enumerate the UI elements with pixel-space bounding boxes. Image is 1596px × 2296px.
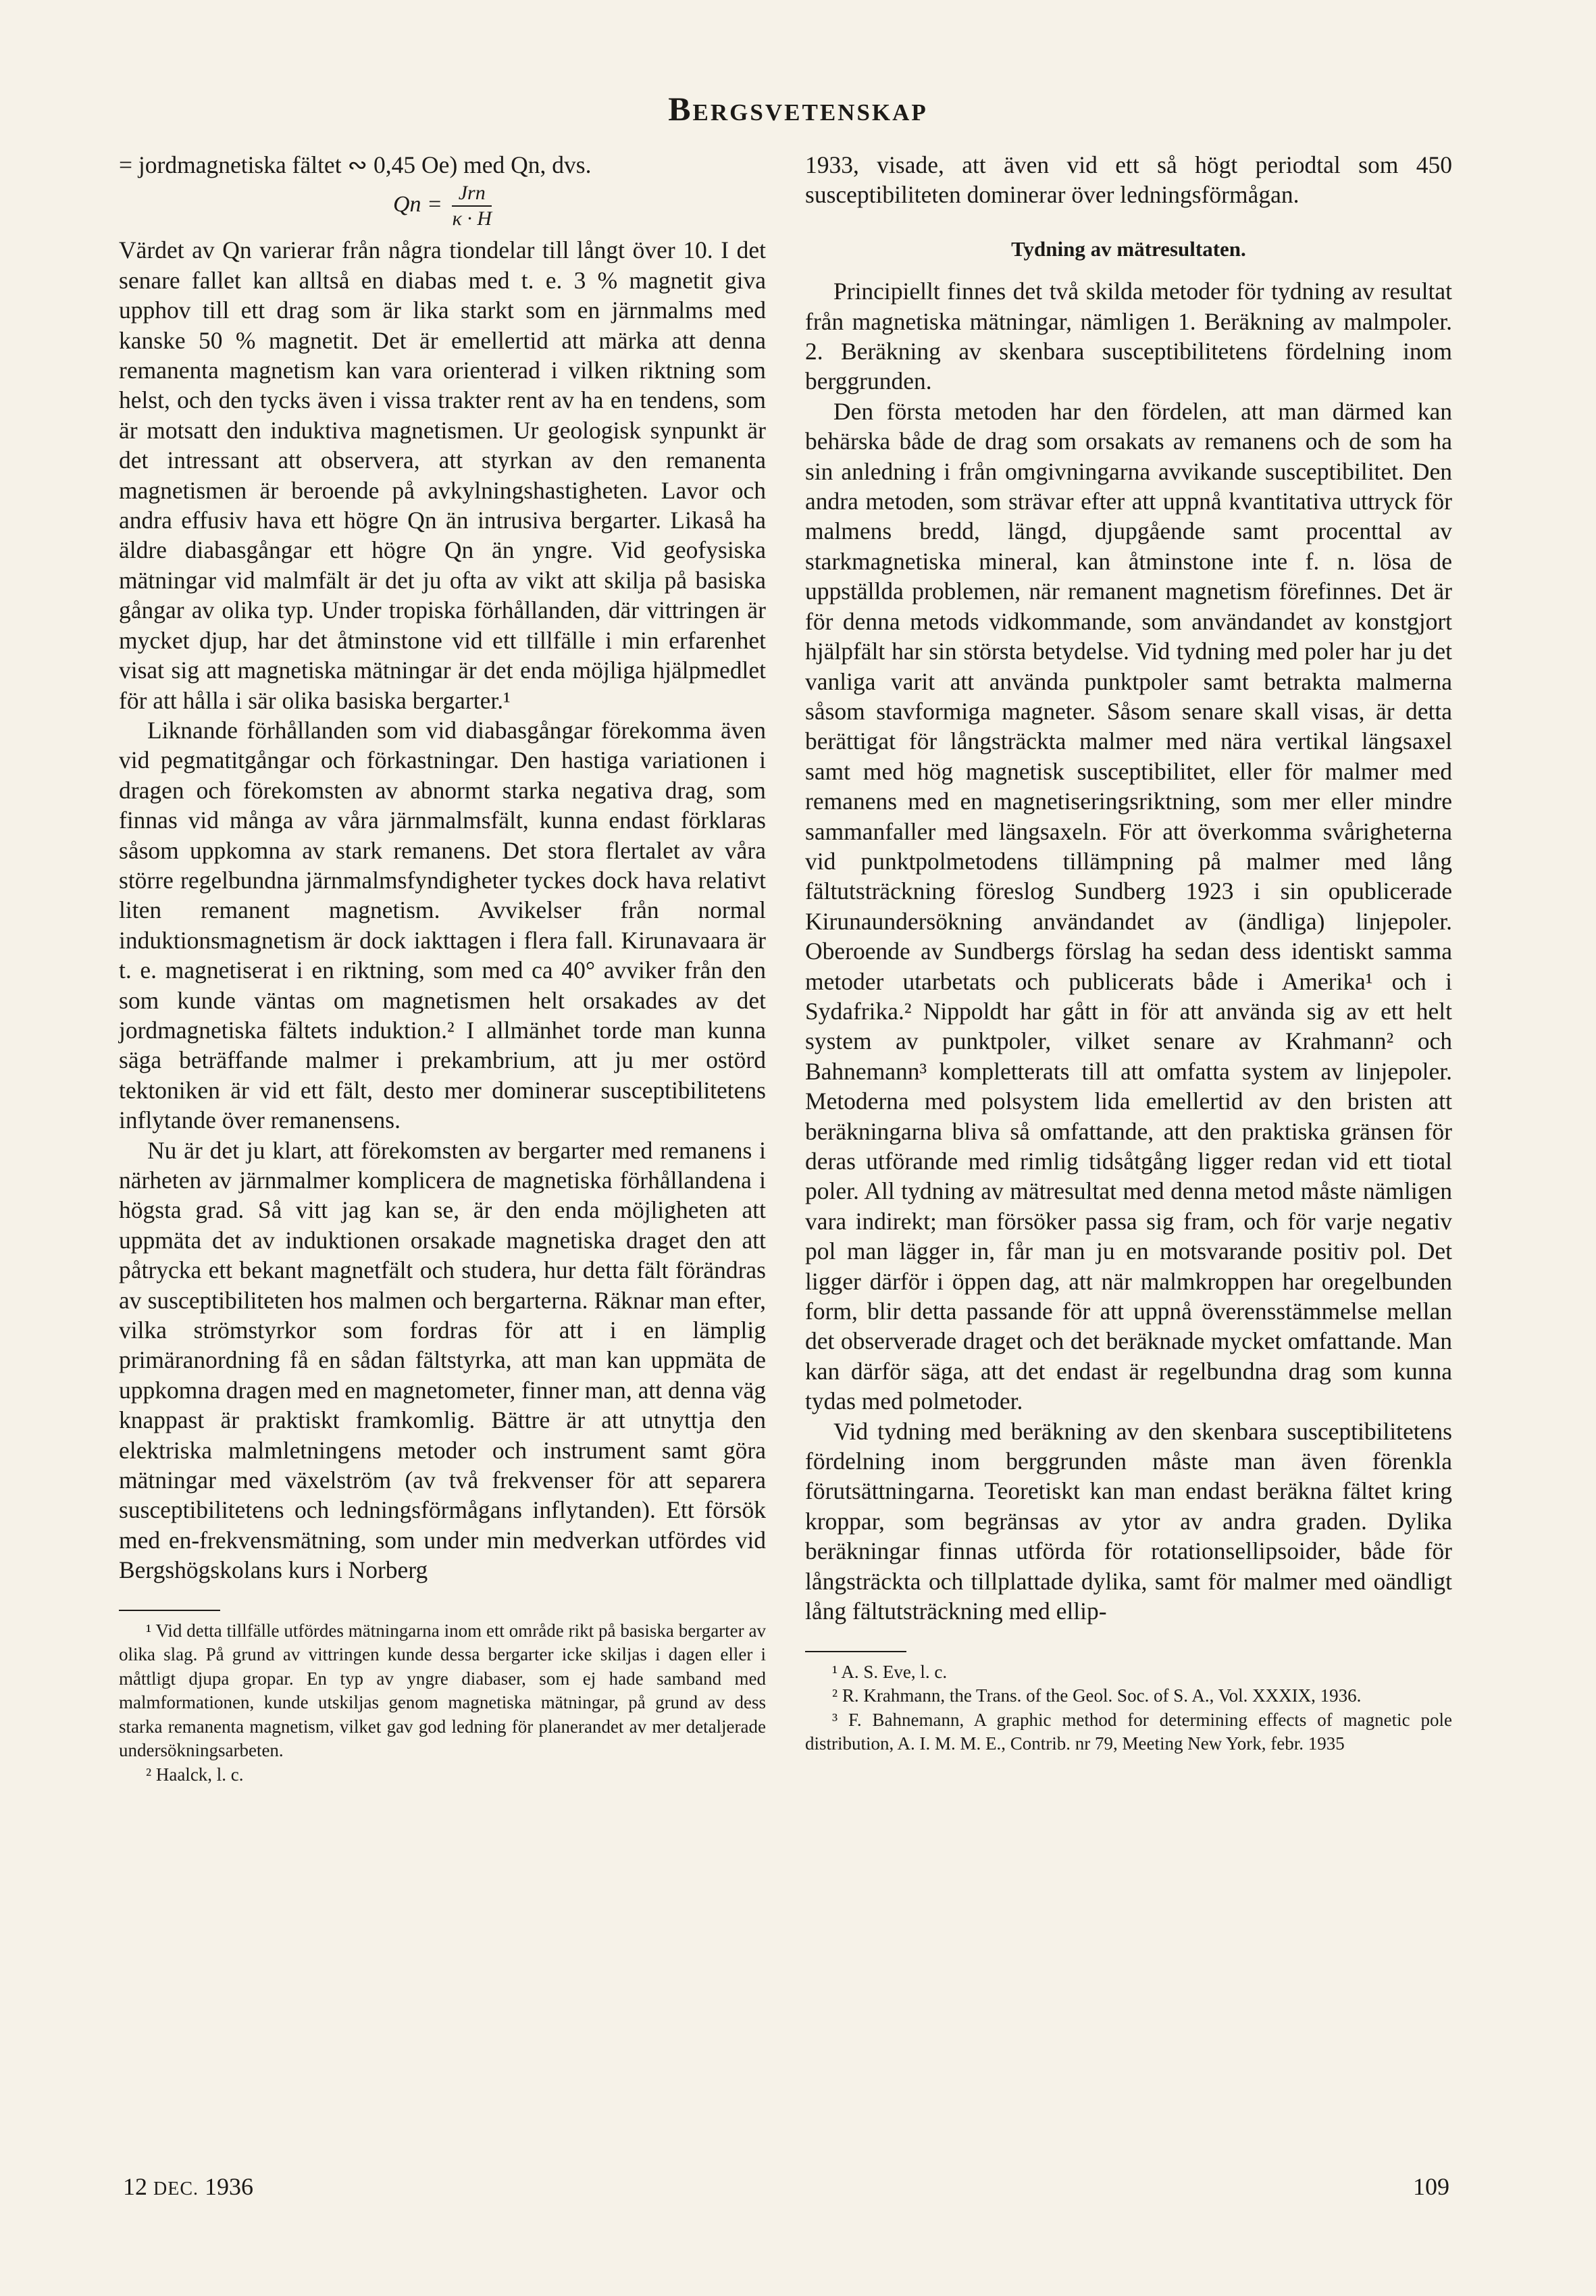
footnote: ¹ A. S. Eve, l. c. (832, 1661, 948, 1682)
footnotes (805, 1660, 1452, 1756)
footnote: ¹ Vid detta tillfälle utfördes mätningarna inom ett område rikt på basiska bergarter av olika slag. På grund av vittringen kunde dessa bergarter icke skiljas i dagen eller i måttligt djupa gropar. En typ av yngre diabaser, som ej hade samband med malmformationen, kunde utskiljas genom magnetiska mätningar, på grund av dess starka remanenta magnetism, vilket gav god ledning för planerandet av mer detaljerade undersökningsarbeten. (119, 1620, 766, 1761)
footnote: ² R. Krahmann, the Trans. of the Geol. Soc. of S. A., Vol. XXXIX, 1936. (832, 1685, 1362, 1706)
paragraph: Nu är det ju klart, att förekomsten av bergarter med remanens i närheten av järnmalmer komplicera de magnetiska förhållandena i högsta grad. Så vitt jag kan se, är den enda möjligheten att uppmäta det av induktionen orsakade magnetiska draget den att påtrycka ett bekant magnetfält och studera, hur detta fält förändras av susceptibiliteten hos malmen och bergarterna. Räknar man efter, vilka strömstyrkor som fordras för att i en lämplig primäranordning få en sådan fältstyrka, att man kan uppmäta de uppkomna dragen med en magnetometer, finner man, att denna väg knappast är praktiskt framkomlig. Bättre är att utnyttja den elektriska malmletningens metoder och instrument samt göra mätningar med växelström (av två frekvenser för att separera susceptibilitetens och ledningsförmågans inflytanden). Ett försök med en-frekvensmätning, som under min medverkan utfördes vid Bergshögskolans kurs i Norberg (119, 1136, 766, 1584)
footnote-rule (119, 1610, 220, 1611)
formula-numerator: Jrn (452, 181, 492, 207)
footnote: ² Haalck, l. c. (146, 1764, 244, 1785)
right-column (805, 150, 1452, 1756)
paragraph: Den första metoden har den fördelen, att man därmed kan behärska både de drag som orsakats av remanens och de som ha sin anledning i från omgivningarna avvikande susceptibilitet. Den andra metoden, som strävar efter att uppnå kvantitativa uttryck för malmens bredd, längd, djupgående samt procenttal av starkmagnetiska mineral, kan åtminstone inte f. n. lösa de uppställda problemen, när remanent magnetism förefinnes. Det är för denna metods vidkommande, som användandet av konstgjort hjälpfält har sin största betydelse. Vid tydning med poler har ju det vanliga varit att använda punktpoler samt betrakta malmerna såsom stavformiga magneter. Såsom senare skall visas, är detta berättigat för långsträckta malmer med nära vertikal längsaxel samt med hög magnetisk susceptibilitet, eller för malmer med remanens med en magnetiseringsriktning, som mer eller mindre sammanfaller med längsaxeln. För att överkomma svårigheterna vid punktpolmetodens tillämpning på malmer med lång fältutsträckning föreslog Sundberg 1923 i sin opublicerade Kirunaundersökning användandet av (ändliga) linjepoler. Oberoende av Sundbergs förslag ha sedan dess identiskt samma metoder utarbetats och publicerats både i Amerika¹ och i Sydafrika.² Nippoldt har gått in för att använda sig av ett helt system av punktpoler, vilket senare av Krahmann² och Bahnemann³ kompletterats till att omfatta system av linjepoler. Metoderna med polsystem lida emellertid av den bristen att beräkningarna bliva så omfattande, att den praktiska gränsen för deras utförande med rimlig tidsåtgång ligger redan vid ett tiotal poler. All tydning av mätresultat med denna metod måste nämligen vara indirekt; man försöker passa sig fram, och för varje negativ pol man lägger in, får man ju en motsvarande positiv pol. Det ligger därför i öppen dag, att när malmkroppen har oregelbunden form, blir detta passande för att uppnå överensstämmelse mellan det observerade draget och det beräknade mycket omfattande. Man kan därför säga, att det endast är regelbundna drag som kunna tydas med polmetoder. (805, 397, 1452, 1415)
formula-fraction (452, 181, 492, 231)
paragraph-continued: = jordmagnetiska fältet ∾ 0,45 Oe) med Qn, dvs. (119, 151, 592, 178)
footnote: ³ F. Bahnemann, A graphic method for determining effects of magnetic pole distribution, A. I. M. M. E., Contrib. nr 79, Meeting New York, febr. 1935 (805, 1709, 1452, 1754)
footer-year: 1936 (205, 2173, 253, 2200)
formula-qn (119, 181, 766, 231)
running-header: Bergsvetenskap (668, 90, 928, 128)
footnote-rule (805, 1651, 906, 1652)
paragraph: Värdet av Qn varierar från några tiondelar till långt över 10. I det senare fallet kan alltså en diabas med t. e. 3 % magnetit giva upphov till ett drag som är lika starkt som en järnmalms med kanske 50 % magnetit. Det är emellertid att märka att denna remanenta magnetism kan vara orienterad i vilken riktning som helst, och den tycks även i vissa trakter rent av ha en tendens, som är motsatt den induktiva magnetismen. Ur geologisk synpunkt är det intressant att observera, att styrkan av den remanenta magnetismen är beroende på avkylningshastigheten. Lavor och andra effusiv hava ett högre Qn än intrusiva bergarter. Likaså ha äldre diabasgångar ett högre Qn än yngre. Vid geofysiska mätningar vid malmfält är det ju ofta av vikt att skilja på basiska gångar av olika typ. Under tropiska förhållanden, där vittringen är mycket djup, har det åtminstone vid ett tillfälle i min erfarenhet visat sig att magnetiska mätningar är det enda möjliga hjälpmedlet för att hålla i sär olika basiska bergarter.¹ (119, 236, 766, 714)
paragraph-continued: 1933, visade, att även vid ett så högt periodtal som 450 susceptibiliteten dominerar över ledningsförmågan. (805, 151, 1452, 209)
footer-date (123, 2172, 253, 2201)
page-number: 109 (1413, 2173, 1449, 2200)
left-column (119, 150, 766, 1787)
paragraph: Principiellt finnes det två skilda metoder för tydning av resultat från magnetiska mätningar, nämligen 1. Beräkning av malmpoler. 2. Beräkning av skenbara susceptibilitetens fördelning inom berggrunden. (805, 278, 1452, 395)
paragraph: Vid tydning med beräkning av den skenbara susceptibilitetens fördelning inom berggrunden måste man även förenkla förutsättningarna. Teoretiskt kan man endast beräkna fältet kring kroppar, som begränsas av ytor av andra graden. Dylika beräkningar finnas utförda för rotationsellipsoider, både för långsträckta och tillplattade dylika, samt för malmer med oändligt lång fältutsträckning med ellip- (805, 1417, 1452, 1625)
formula-lhs: Qn = (392, 192, 442, 218)
paragraph: Liknande förhållanden som vid diabasgångar förekomma även vid pegmatitgångar och förkastningar. Den hastiga variationen i dragen och förekomsten av abnormt starka negativa drag, som finnas vid många av våra järnmalmsfält, kunna endast förklaras såsom uppkomna av stark remanens. Det stora flertalet av våra större regelbundna järnmalmsfyndigheter tyckes dock hava relativt liten remanent magnetism. Avvikelser från normal induktionsmagnetism är dock iakttagen i flera fall. Kirunavaara är t. e. magnetiserat i en riktning, som med ca 40° avviker från den som kunde väntas om magnetismen helt orsakades av det jordmagnetiska fältets induktion.² I allmänhet torde man kunna säga beträffande malmer i prekambrium, att ju mer ostörd tektoniken är vid ett fält, desto mer dominerar susceptibilitetens inflytande över remanensens. (119, 716, 766, 1134)
formula-denominator: κ · H (452, 207, 492, 230)
section-heading: Tydning av mätresultaten. (1011, 236, 1246, 261)
footnotes (119, 1619, 766, 1787)
footer-month: DEC. (153, 2178, 199, 2199)
footer-day: 12 (123, 2173, 147, 2200)
